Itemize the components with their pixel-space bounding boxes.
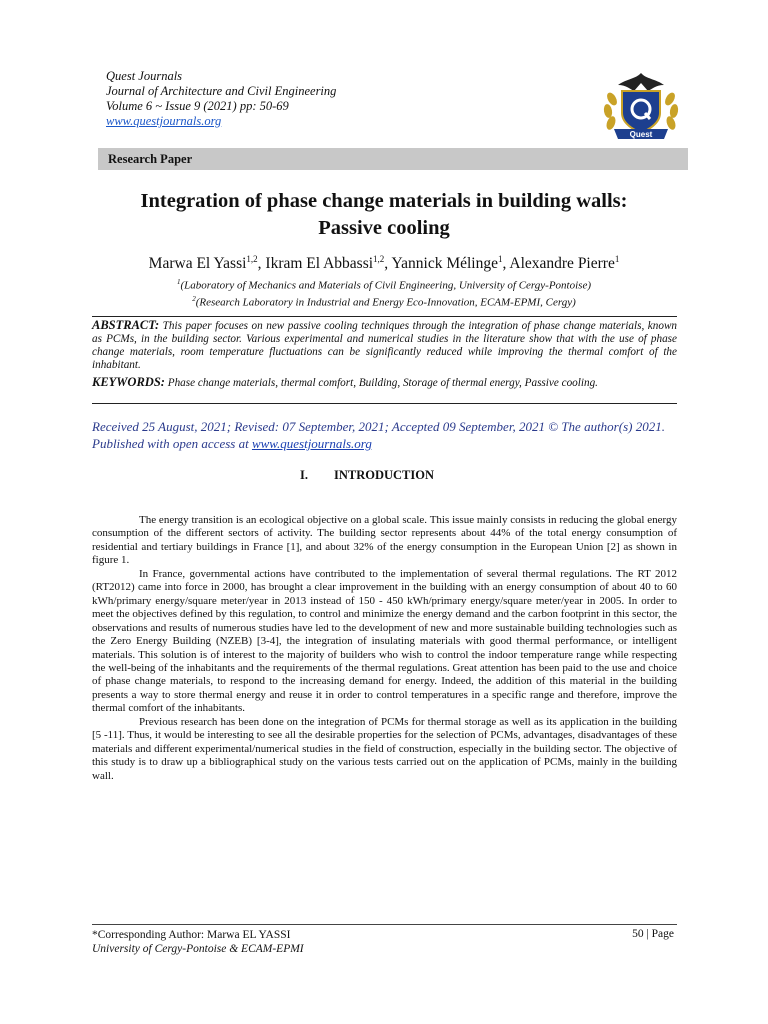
page-number: 50 | Page (632, 928, 674, 940)
title-line-1: Integration of phase change materials in building walls: (140, 190, 628, 212)
abstract-label: ABSTRACT: (92, 318, 160, 332)
received-text: Received 25 August, 2021; Revised: 07 September, 2021; Accepted 09 September, 2021 © The author(s) 2021. Published with open access at (92, 419, 665, 451)
paragraph: The energy transition is an ecological objective on a global scale. This issue mainly consists in reducing the global energy consumption of the different sectors of activity. The building sector represents about 44% of the total energy consumption of residential and tertiary buildings in France [1], and about 32% of the energy consumption in the European Union [2] as shown in figure 1. (92, 514, 677, 567)
affiliation-mark: 1 (176, 278, 181, 286)
logo-text: Quest (629, 130, 653, 139)
abstract-text: This paper focuses on new passive cooling techniques through the integration of phase change materials, known as PCMs, in the building sector. Various experimental and numerical studies in the literature show that with the use of phase change materials, room temperature fluctuations can be significantly reduced while improving the thermal comfort of the inhabitant. (92, 320, 677, 371)
author-list (90, 254, 678, 273)
affiliations (90, 276, 678, 309)
section-heading (300, 468, 434, 483)
author-separator: , (502, 255, 510, 273)
keywords-label: KEYWORDS: (92, 375, 165, 389)
introduction-body (92, 514, 677, 783)
journal-header (106, 69, 336, 129)
keywords (92, 376, 677, 390)
paper-type-banner: Research Paper (98, 148, 688, 170)
footer-university: University of Cergy-Pontoise & ECAM-EPMI (92, 943, 304, 955)
title-line-2: Passive cooling (318, 217, 450, 239)
author: Yannick Mélinge (391, 255, 498, 273)
footer-author-info (92, 928, 304, 956)
abstract-bottom-rule (92, 403, 677, 404)
author: Alexandre Pierre (509, 255, 615, 273)
author-affiliation-mark: 1 (497, 254, 503, 264)
author: Ikram El Abbassi (265, 255, 374, 273)
quest-journals-logo (598, 69, 684, 141)
paragraph: Previous research has been done on the integration of PCMs for thermal storage as well as its application in the building [5 -11]. Thus, it would be interesting to see all the desirable properties for the selection of PCMs, advantages, disadvantages of these materials and different experimental/numerical studies in the field of construction, especially in the building sector. The objective of this study is to draw up a bibliographical study on the various tests carried out on the application of PCMs, mainly in the building wall. (92, 715, 677, 782)
affiliation-2 (90, 293, 678, 310)
paragraph: In France, governmental actions have contributed to the implementation of several thermal regulations. The RT 2012 (RT2012) came into force in 2000, has brought a clear improvement in the building with an energy consumption of about 40 to 60 kWh/primary energy/square meter/year in 2013 instead of 150 - 450 kWh/primary energy/square meter/year in 2005. In order to meet the objectives defined by this regulation, to control and minimize the energy demand and the carbon footprint in this sector, the observations and results of numerous studies have led to the development of new and more sustainable building technologies such as the Zero Energy Building (NZEB) [3-4], the integration of insulating materials with good thermal performance, or intelligent materials. This solution is of interest to the majority of builders who wish to control the indoor temperature range while respecting the well-being of the inhabitants and the requirements of the thermal regulations. Great attention has been paid to the use and choice of phase change materials, to respond to the increasing demand for energy. Indeed, the addition of this material in the building presents a way to store thermal energy and reuse it in order to control temperatures in a specific range and therefore, improve the thermal comfort of the inhabitants. (92, 567, 678, 715)
author-affiliation-mark: 1,2 (373, 254, 385, 264)
author-affiliation-mark: 1,2 (246, 254, 258, 264)
journal-website-link[interactable]: www.questjournals.org (106, 114, 222, 128)
section-title: INTRODUCTION (334, 468, 435, 482)
author-affiliation-mark: 1 (614, 254, 620, 264)
affiliation-mark: 2 (192, 294, 196, 303)
journal-name: Quest Journals (106, 69, 183, 83)
keywords-text: Phase change materials, thermal comfort, Building, Storage of thermal energy, Passive cooling. (164, 377, 598, 389)
affiliation-text: (Laboratory of Mechanics and Materials of Civil Engineering, University of Cergy-Pontoise) (180, 279, 591, 292)
received-info (92, 418, 677, 452)
paper-title (90, 188, 678, 242)
section-number: I. (300, 468, 308, 482)
author-separator: , (257, 255, 266, 273)
open-access-link[interactable]: www.questjournals.org (251, 436, 372, 451)
affiliation-text: (Research Laboratory in Industrial and Energy Eco-Innovation, ECAM-EPMI, Cergy) (195, 296, 576, 309)
affiliation-1 (90, 276, 678, 293)
author: Marwa El Yassi (148, 255, 247, 273)
abstract-top-rule (92, 316, 677, 317)
corresponding-author: *Corresponding Author: Marwa EL YASSI (92, 929, 291, 941)
abstract (92, 319, 677, 372)
author-separator: , (384, 255, 392, 273)
footer-rule (92, 924, 677, 925)
journal-title: Journal of Architecture and Civil Engineering (106, 84, 337, 98)
journal-volume: Volume 6 ~ Issue 9 (2021) pp: 50-69 (106, 99, 289, 113)
